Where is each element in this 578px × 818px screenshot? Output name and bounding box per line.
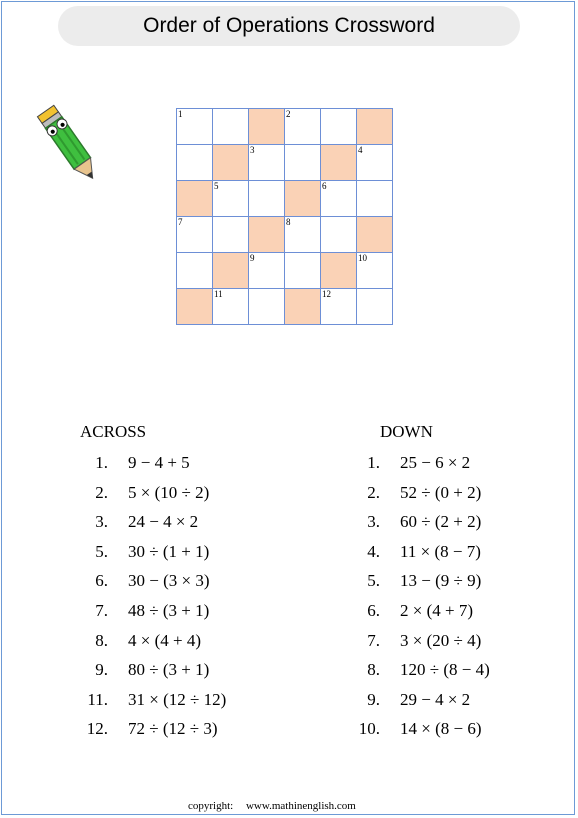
clue-expression: 48 ÷ (3 + 1) [128,600,210,620]
down-clue [352,631,490,661]
grid-cell-shaded [177,289,213,325]
grid-row [177,109,393,145]
grid-row [177,181,393,217]
down-clue [352,483,490,513]
clue-expression: 80 ÷ (3 + 1) [128,660,210,680]
clue-expression: 24 − 4 × 2 [128,512,199,532]
clue-expression: 2 × (4 + 7) [400,600,473,620]
grid-cell[interactable] [321,217,357,253]
grid-cell[interactable] [249,253,285,289]
clue-expression: 72 ÷ (12 ÷ 3) [128,719,218,739]
clue-number: 9. [367,689,380,709]
grid-cell[interactable] [321,109,357,145]
down-clue [352,690,490,720]
grid-cell[interactable] [177,109,213,145]
grid-cell[interactable] [321,289,357,325]
clue-number: 3. [95,512,108,532]
grid-cell[interactable] [285,253,321,289]
clue-number: 1. [367,453,380,472]
down-section [352,422,490,749]
cell-number: 11 [214,289,223,299]
cell-number: 2 [286,109,291,119]
copyright-footer [188,800,356,812]
cell-number: 9 [250,253,255,263]
grid-cell[interactable] [357,181,393,217]
grid-cell[interactable] [285,145,321,181]
clue-number: 1. [95,453,108,472]
clue-number: 7. [367,630,380,650]
copyright-label: copyright: [188,800,234,812]
grid-cell[interactable] [177,253,213,289]
clue-expression: 11 × (8 − 7) [400,541,481,561]
clue-number: 6. [367,600,380,620]
across-clue [80,571,226,601]
grid-cell-shaded [285,181,321,217]
across-clue [80,542,226,572]
across-clue [80,601,226,631]
clue-number: 7. [95,600,108,620]
grid-cell[interactable] [249,289,285,325]
grid-cell[interactable] [357,289,393,325]
clue-number: 10. [358,719,380,739]
clue-number: 5. [367,571,380,591]
grid-cell[interactable] [177,217,213,253]
grid-row [177,289,393,325]
cell-number: 5 [214,181,219,191]
down-clue [352,660,490,690]
across-clue [80,453,226,483]
down-clue [352,542,490,572]
across-heading: ACROSS [80,422,147,441]
clue-number: 12. [86,719,108,739]
grid-cell-shaded [213,253,249,289]
down-heading: DOWN [380,422,433,441]
cell-number: 4 [358,145,363,155]
across-clue [80,512,226,542]
clue-number: 9. [95,660,108,680]
clue-expression: 60 ÷ (2 + 2) [400,512,482,532]
clue-expression: 52 ÷ (0 + 2) [400,482,482,502]
clue-number: 8. [95,630,108,650]
grid-cell[interactable] [357,145,393,181]
down-clue [352,453,490,483]
grid-cell[interactable] [213,181,249,217]
grid-cell[interactable] [285,109,321,145]
grid-cell-shaded [249,217,285,253]
clue-expression: 31 × (12 ÷ 12) [128,689,227,709]
grid-row [177,145,393,181]
crossword-grid [176,108,393,325]
clue-expression: 3 × (20 ÷ 4) [400,630,482,650]
across-clue [80,660,226,690]
across-section [80,422,226,749]
grid-row [177,217,393,253]
grid-cell-shaded [357,217,393,253]
cell-number: 6 [322,181,327,191]
grid-cell[interactable] [213,217,249,253]
across-clue [80,631,226,661]
down-clue [352,601,490,631]
copyright-site: www.mathinenglish.com [245,800,356,812]
cell-number: 8 [286,217,291,227]
down-clue-list [352,453,490,749]
cell-number: 3 [250,145,255,155]
cell-number: 1 [178,109,183,119]
clue-number: 6. [95,571,108,591]
clue-expression: 14 × (8 − 6) [400,719,482,739]
clue-number: 8. [367,660,380,680]
title-banner [58,6,520,46]
cell-number: 10 [358,253,367,263]
grid-cell-shaded [357,109,393,145]
clue-expression: 30 − (3 × 3) [128,571,210,591]
clue-number: 11. [87,689,108,709]
clue-expression: 5 × (10 ÷ 2) [128,482,210,502]
clue-number: 5. [95,541,108,561]
clue-expression: 9 − 4 + 5 [128,453,190,472]
down-clue [352,719,490,749]
clue-number: 3. [367,512,380,532]
across-clue-list [80,453,226,749]
clue-expression: 25 − 6 × 2 [400,453,471,472]
clue-number: 2. [95,482,108,502]
across-clue [80,483,226,513]
clue-number: 2. [367,482,380,502]
across-clue [80,690,226,720]
down-clue [352,571,490,601]
cell-number: 7 [178,217,183,227]
grid-cell[interactable] [357,253,393,289]
grid-cell[interactable] [213,109,249,145]
grid-cell[interactable] [249,181,285,217]
clue-expression: 4 × (4 + 4) [128,630,201,650]
grid-cell[interactable] [249,145,285,181]
pencil-mascot-icon [36,94,100,192]
grid-cell-shaded [321,145,357,181]
grid-row [177,253,393,289]
across-clue [80,719,226,749]
clue-expression: 13 − (9 ÷ 9) [400,571,482,591]
clue-expression: 120 ÷ (8 − 4) [400,660,490,680]
page-title: Order of Operations Crossword [143,14,435,37]
grid-cell[interactable] [177,145,213,181]
grid-cell-shaded [249,109,285,145]
grid-cell[interactable] [285,217,321,253]
clue-expression: 29 − 4 × 2 [400,689,471,709]
grid-cell-shaded [177,181,213,217]
clue-expression: 30 ÷ (1 + 1) [128,541,210,561]
down-clue [352,512,490,542]
grid-cell-shaded [285,289,321,325]
grid-cell[interactable] [321,181,357,217]
grid-cell-shaded [321,253,357,289]
grid-cell-shaded [213,145,249,181]
cell-number: 12 [322,289,331,299]
grid-cell[interactable] [213,289,249,325]
clue-number: 4. [367,541,380,561]
